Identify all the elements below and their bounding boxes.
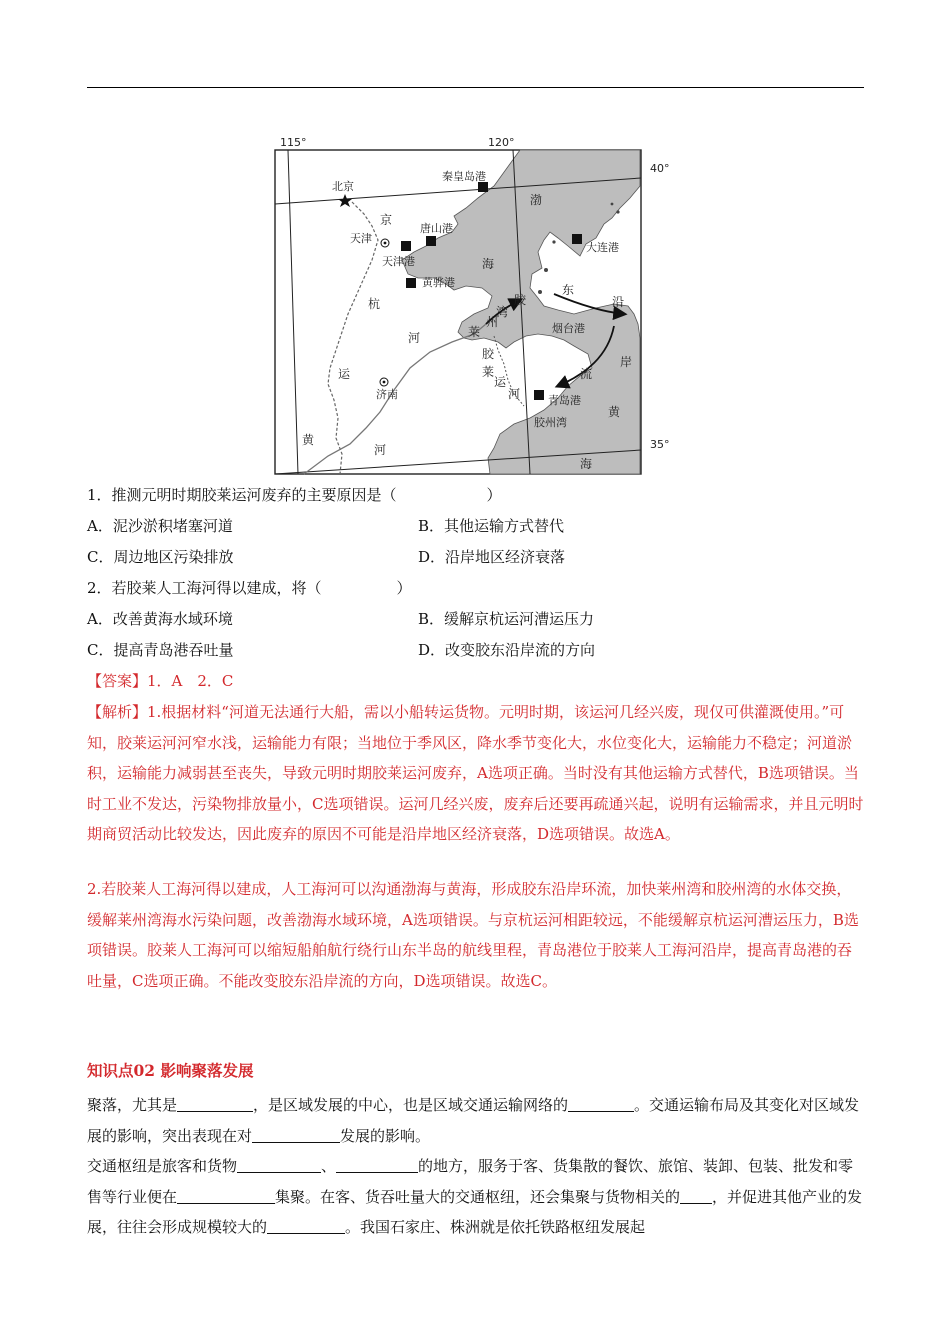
section-heading: 知识点02 影响聚落发展: [87, 1061, 254, 1080]
lon-label-115: 115°: [280, 136, 307, 149]
q2-option-b[interactable]: B．缓解京杭运河漕运压力: [418, 610, 595, 628]
fill-blank[interactable]: [336, 1156, 418, 1173]
jiaolai-label-he: 河: [508, 387, 521, 401]
fill-blank[interactable]: [568, 1095, 634, 1112]
canal-label-he: 河: [408, 331, 421, 345]
laizhou-label-lai: 莱: [468, 325, 481, 339]
huanghua-label: 黄骅港: [422, 276, 455, 289]
jiaolai-label-yun: 运: [494, 375, 507, 389]
canal-label-jing: 京: [380, 213, 393, 227]
dalian-label: 大连港: [586, 241, 619, 254]
port-qinhuangdao: [478, 182, 488, 192]
analysis-paragraph-2: 2.若胶莱人工海河得以建成，人工海河可以沟通渤海与黄海，形成胶东沿岸环流，加快莱州湾和胶州湾的水体交换，缓解莱州湾海水污染问题，改善渤海水域环境，A选项错误。与京杭运河相距较远，不能缓解京杭运河漕运压力，B选项错误。胶莱人工海河可以缩短船舶航行绕行山东半岛的航线里程，青岛港位于胶莱人工海河沿岸，提高青岛港的吞吐量，C选项正确。不能改变胶东沿岸流的方向，D选项错误。故选C。: [87, 880, 859, 990]
tianjin-label: 天津: [350, 232, 372, 245]
current-label-liu: 流: [580, 367, 593, 381]
analysis-paragraph-1: 【解析】1.根据材料“河道无法通行大船，需以小船转运货物。元明时期，该运河几经兴废，现仅可供灌溉使用。”可知，胶莱运河河窄水浅，运输能力有限；当地位于季风区，降水季节变化大，水位变化大，运输能力不稳定；河道淤积，运输能力减弱甚至丧失，导致元明时期胶莱运河废弃，A选项正确。当时没有其他运输方式替代，B选项错误。当时工业不发达，污染物排放量小，C选项错误。运河几经兴废，废弃后还要再疏通兴起，说明有运输需求，并且元明时期商贸活动比较发达，因此废弃的原因不可能是沿岸地区经济衰落，D选项错误。故选A。: [87, 703, 864, 843]
port-dalian: [572, 234, 582, 244]
fill-blank[interactable]: [252, 1126, 340, 1143]
bohai-map-figure: [268, 128, 678, 476]
q1-option-b[interactable]: B．其他运输方式替代: [418, 517, 565, 535]
beijing-label: 北京: [332, 180, 354, 193]
current-label-jiao: 胶: [514, 293, 527, 307]
body-paragraph-2: 交通枢纽是旅客和货物 、 的地方，服务于客、货集散的餐饮、旅馆、装卸、包装、批发和零售等行业便在 集聚。在客、货吞吐量大的交通枢纽，还会集聚与货物相关的 ，并促进其他产业的发展，往往会形成规模较大的 。我国石家庄、株洲就是依托铁路枢纽发展起: [87, 1157, 863, 1236]
jiaolai-label-lai: 莱: [482, 365, 495, 379]
fill-blank[interactable]: [177, 1095, 253, 1112]
answer-line: 【答案】1．A 2．C: [87, 672, 234, 690]
laizhou-label-zhou: 州: [486, 315, 499, 329]
port-tianjin: [401, 241, 411, 251]
canal-label-yun: 运: [338, 367, 351, 381]
island: [544, 268, 548, 272]
bohai-label-bo: 渤: [530, 193, 543, 207]
q2-option-d[interactable]: D．改变胶东沿岸流的方向: [418, 641, 596, 659]
current-label-dong: 东: [562, 283, 575, 297]
current-label-yan: 沿: [612, 295, 625, 309]
q1-option-c[interactable]: C．周边地区污染排放: [87, 548, 234, 566]
body-paragraph-1: 聚落，尤其是 ，是区域发展的中心，也是区域交通运输网络的 。交通运输布局及其变化对区域发展的影响，突出表现在对 发展的影响。: [87, 1096, 860, 1145]
q2-option-c[interactable]: C．提高青岛港吞吐量: [87, 641, 234, 659]
port-qingdao: [534, 390, 544, 400]
jinan-label: 济南: [376, 388, 398, 401]
fill-blank[interactable]: [680, 1187, 712, 1204]
yellow-river-label-huang: 黄: [302, 433, 315, 447]
lat-label-35: 35°: [650, 438, 670, 451]
yellow-river-label-he: 河: [374, 443, 387, 457]
laizhou-label-wan: 湾: [496, 305, 509, 319]
question-2-stem: 2．若胶莱人工海河得以建成，将（ ）: [87, 579, 412, 597]
yellow-sea-label-huang: 黄: [608, 405, 621, 419]
qingdao-label: 青岛港: [548, 394, 581, 407]
q1-option-d[interactable]: D．沿岸地区经济衰落: [418, 548, 566, 566]
jiaolai-label-jiao: 胶: [482, 347, 495, 361]
port-huanghua: [406, 278, 416, 288]
island: [611, 203, 614, 206]
header-rule: [87, 87, 864, 88]
port-tangshan: [426, 236, 436, 246]
current-label-an: 岸: [620, 355, 633, 369]
fill-blank[interactable]: [237, 1156, 321, 1173]
qinhuangdao-label: 秦皇岛港: [442, 170, 486, 183]
yantai-label: 烟台港: [552, 322, 585, 335]
island: [538, 290, 542, 294]
lon-label-120: 120°: [488, 136, 515, 149]
tianjin-port-label: 天津港: [382, 255, 415, 268]
fill-blank[interactable]: [177, 1187, 275, 1204]
lat-label-40: 40°: [650, 162, 670, 175]
yellow-sea-label-hai: 海: [580, 457, 593, 471]
canal-label-hang: 杭: [368, 297, 381, 311]
tangshan-label: 唐山港: [420, 222, 453, 235]
island: [552, 240, 555, 243]
q1-option-a[interactable]: A．泥沙淤积堵塞河道: [87, 517, 233, 535]
question-1-stem: 1．推测元明时期胶莱运河废弃的主要原因是（ ）: [87, 486, 502, 504]
q2-option-a[interactable]: A．改善黄海水域环境: [87, 610, 233, 628]
island: [616, 210, 619, 213]
bohai-label-hai: 海: [482, 257, 495, 271]
jiaozhou-label: 胶州湾: [534, 416, 567, 429]
fill-blank[interactable]: [267, 1217, 345, 1234]
